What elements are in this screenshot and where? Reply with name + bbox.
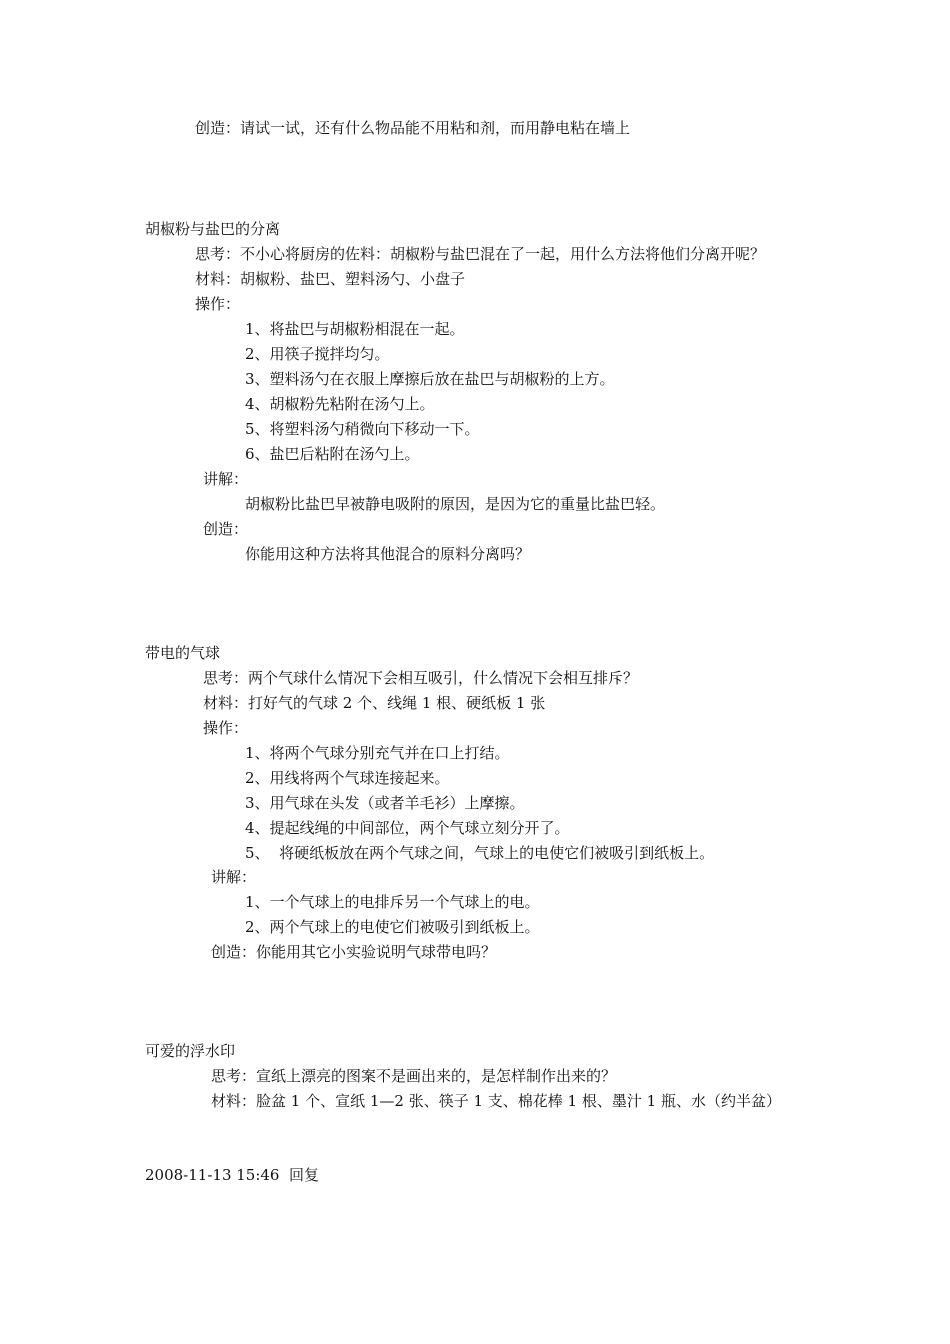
steps-label: 操作： [203,719,249,737]
step-item: 2、用筷子搅拌均匀。 [245,345,390,363]
step-item: 6、盐巴后粘附在汤勺上。 [245,445,420,463]
step-item: 3、用气球在头发（或者羊毛衫）上摩擦。 [245,794,525,812]
materials-text: 材料：打好气的气球 2 个、线绳 1 根、硬纸板 1 张 [203,694,546,712]
create-line: 创造：你能用其它小实验说明气球带电吗？ [211,943,497,961]
section-title: 胡椒粉与盐巴的分离 [145,220,281,238]
explain-label: 讲解： [203,470,249,488]
reply-link[interactable]: 回复 [289,1166,320,1184]
step-item: 1、将两个气球分别充气并在口上打结。 [245,744,510,762]
explain-text: 胡椒粉比盐巴早被静电吸附的原因，是因为它的重量比盐巴轻。 [245,495,666,513]
explain-text: 1、一个气球上的电排斥另一个气球上的电。 [245,893,540,911]
step-item: 2、用线将两个气球连接起来。 [245,769,450,787]
step-item: 3、塑料汤勺在衣服上摩擦后放在盐巴与胡椒粉的上方。 [245,370,615,388]
explain-text: 2、两个气球上的电使它们被吸引到纸板上。 [245,918,540,936]
step-item: 1、将盐巴与胡椒粉相混在一起。 [245,320,465,338]
create-text: 你能用这种方法将其他混合的原料分离吗？ [245,545,531,563]
post-timestamp: 2008-11-13 15:46 [145,1166,280,1184]
step-item: 5、将塑料汤勺稍微向下移动一下。 [245,420,480,438]
intro-create-line: 创造：请试一试，还有什么物品能不用粘和剂，而用静电粘在墙上 [195,119,631,137]
step-item: 4、提起线绳的中间部位，两个气球立刻分开了。 [245,819,570,837]
step-item: 4、胡椒粉先粘附在汤勺上。 [245,395,435,413]
materials-text: 材料：脸盆 1 个、宣纸 1—2 张、筷子 1 支、棉花棒 1 根、墨汁 1 瓶、水（约半盆） [211,1092,781,1110]
think-text: 思考：不小心将厨房的佐料：胡椒粉与盐巴混在了一起，用什么方法将他们分离开呢？ [195,245,766,263]
think-text: 思考：两个气球什么情况下会相互吸引，什么情况下会相互排斥？ [203,669,639,687]
materials-text: 材料：胡椒粉、盐巴、塑料汤勺、小盘子 [195,270,466,288]
explain-label: 讲解： [211,868,257,886]
section-title: 带电的气球 [145,644,221,662]
section-title: 可爱的浮水印 [145,1042,236,1060]
steps-label: 操作： [195,295,241,313]
think-text: 思考：宣纸上漂亮的图案不是画出来的，是怎样制作出来的？ [211,1067,617,1085]
step-item: 5、 将硬纸板放在两个气球之间，气球上的电使它们被吸引到纸板上。 [245,844,715,862]
create-label: 创造： [203,520,249,538]
